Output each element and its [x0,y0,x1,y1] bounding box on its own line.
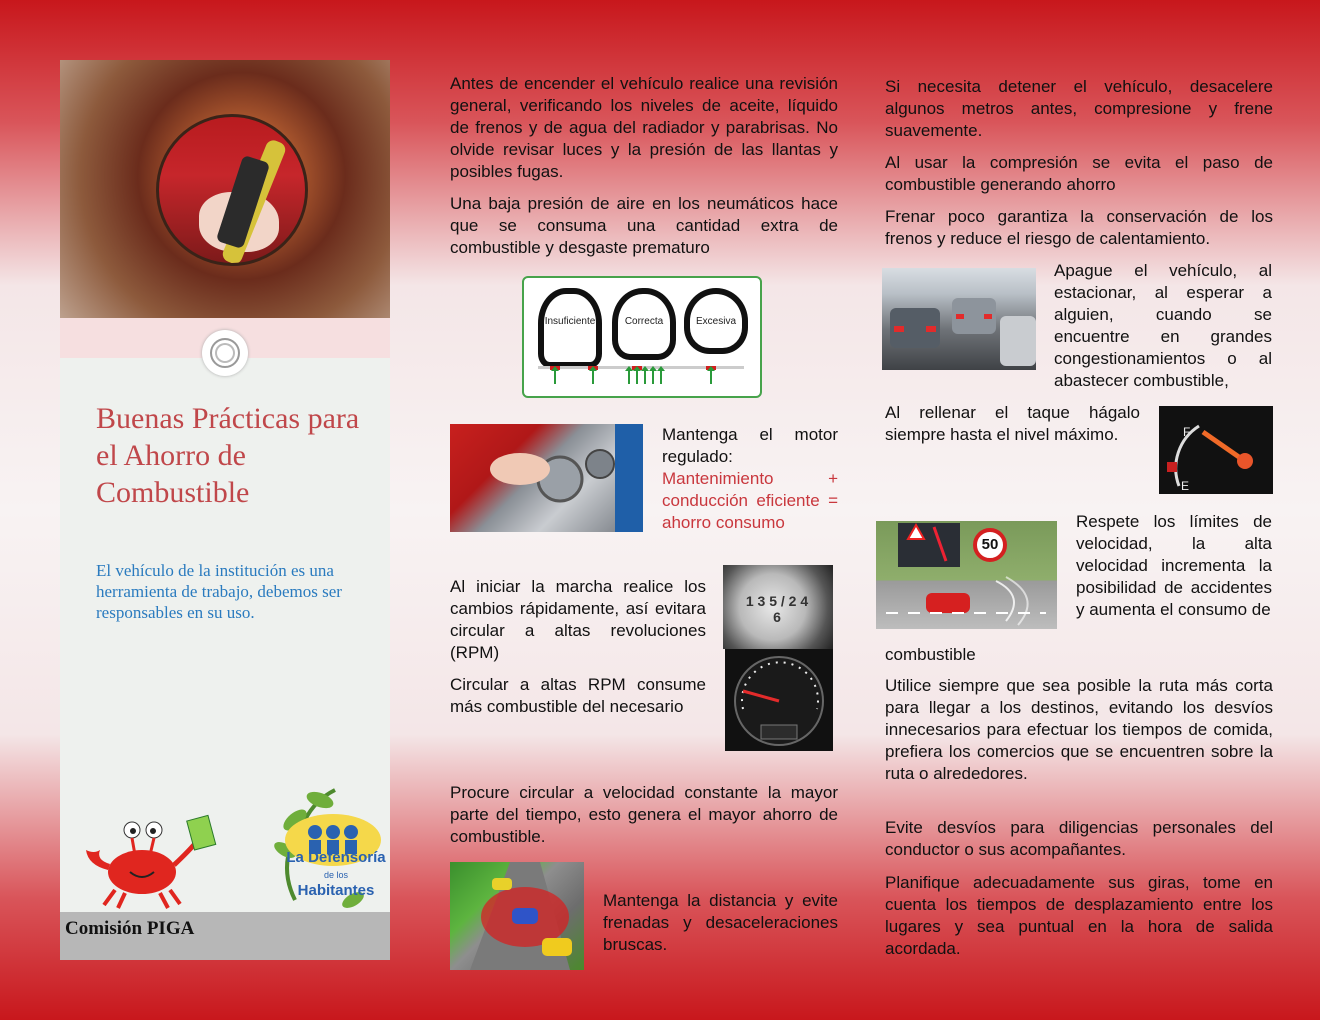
pressure-arrow-icon [660,370,662,384]
svg-text:F: F [1183,425,1191,439]
right-paragraph-1: Si necesita detener el vehículo, desacelere algunos metros antes, compresione y frene suavemente. [885,77,1273,140]
tire-label-excessive: Excesiva [695,316,736,327]
middle-paragraph-5: Procure circular a velocidad constante la mayor parte del tiempo, esto genera el mayor ahorro de combustible. [450,783,838,846]
right-paragraph-4: Apague el vehículo, al estacionar, al esperar a alguien, cuando se encuentre en grandes congestionamientos o al abastecer combustible, [1054,261,1272,390]
traffic-jam-photo [882,268,1036,370]
middle-paragraph-6: Mantenga la distancia y evite frenadas y desaceleraciones bruscas. [603,891,838,954]
motor-regulated-text: Mantenga el motor regulado: [662,425,838,466]
middle-paragraph-4: Circular a altas RPM consume más combustible del necesario [450,675,706,716]
right-paragraph-2: Al usar la compresión se evita el paso de combustible generando ahorro [885,153,1273,194]
pressure-arrow-icon [652,370,654,384]
pressure-arrow-icon [644,370,646,384]
fuel-gauge-image [1159,406,1273,494]
brochure-subtitle: El vehículo de la institución es una herramienta de trabajo, debemos ser responsables en su uso. [96,561,342,622]
org-name [286,850,386,899]
speed-road-shape [876,521,1057,629]
org-name-line2 [286,866,386,899]
safe-distance-image [450,862,584,970]
engine-parts-shape [450,424,643,532]
svg-text:E: E [1181,479,1190,493]
fuel-nozzle-photo [60,60,390,318]
middle-paragraph-1: Antes de encender el vehículo realice una revisión general, verificando los niveles de aceite, líquido de frenos y de agua del radiador y parabrisas. No olvide revisar luces y la presión de las llantas y posibles fugas. [450,74,838,181]
pressure-arrow-icon [710,370,712,384]
right-paragraph-9: Planifique adecuadamente sus giras, tome en cuenta los tiempos de desplazamiento entre los lugares y sea puntual en la hora de salida acordada. [885,873,1273,958]
cover-panel [60,60,390,960]
right-paragraph-8: Evite desvíos para diligencias personales del conductor o sus acompañantes. [885,818,1273,859]
gear-numbers: 1 3 5 / 2 4 6 [745,593,809,625]
tire-pressure-diagram [522,276,762,398]
right-paragraph-6: Respete los límites de velocidad, la alta velocidad incrementa la posibilidad de accidentes y aumenta el consumo de [1076,512,1272,619]
speed-limit-image [876,521,1057,629]
fuel-gauge-icon [1159,406,1273,494]
tachometer-icon [725,649,833,751]
brochure-title: Buenas Prácticas para el Ahorro de Combustible [96,402,360,509]
right-paragraph-6-tail: combustible [885,645,976,664]
pressure-arrow-icon [554,370,556,384]
tire-insufficient-icon [538,288,602,368]
crab-mascot-icon [80,810,220,910]
right-paragraph-3: Frenar poco garantiza la conservación de los frenos y reduce el riesgo de calentamiento. [885,207,1273,248]
tire-label-correct: Correcta [624,316,664,327]
motor-formula-text: Mantenimiento + conducción eficiente = ahorro consumo [662,469,838,532]
gear-shift-knob-image [723,565,833,649]
cars-distance-shape [450,862,584,970]
speed-limit-sign-icon: 50 [973,528,1007,562]
middle-paragraph-2: Una baja presión de aire en los neumáticos hace que se consuma una cantidad extra de combustible y desgaste prematuro [450,194,838,257]
org-name-line2-text: Habitantes [297,882,375,899]
tire-label-insufficient: Insuficiente [544,316,596,327]
org-name-line1: La Defensoría [286,849,386,866]
traffic-cars-shape [882,268,1036,370]
pressure-arrow-icon [636,370,638,384]
footer-label: Comisión PIGA [65,918,195,939]
pressure-arrow-icon [628,370,630,384]
circle-emblem-icon [202,330,248,376]
rpm-gauge-image [725,649,833,751]
engine-maintenance-photo [450,424,643,532]
middle-paragraph-3: Al iniciar la marcha realice los cambios rápidamente, así evitara circular a altas revoluciones (RPM) [450,577,706,662]
pressure-arrow-icon [592,370,594,384]
right-paragraph-5: Al rellenar el taque hágalo siempre hasta el nivel máximo. [885,403,1140,444]
fuel-tank-opening-image [156,114,308,266]
right-paragraph-7: Utilice siempre que sea posible la ruta más corta para llegar a los destinos, evitando los desvíos innecesarios para efectuar los tiempos de comida, prefiera los comercios que se encuentren sobre la ruta o alrededores. [885,676,1273,783]
org-name-small: de los [323,870,349,880]
